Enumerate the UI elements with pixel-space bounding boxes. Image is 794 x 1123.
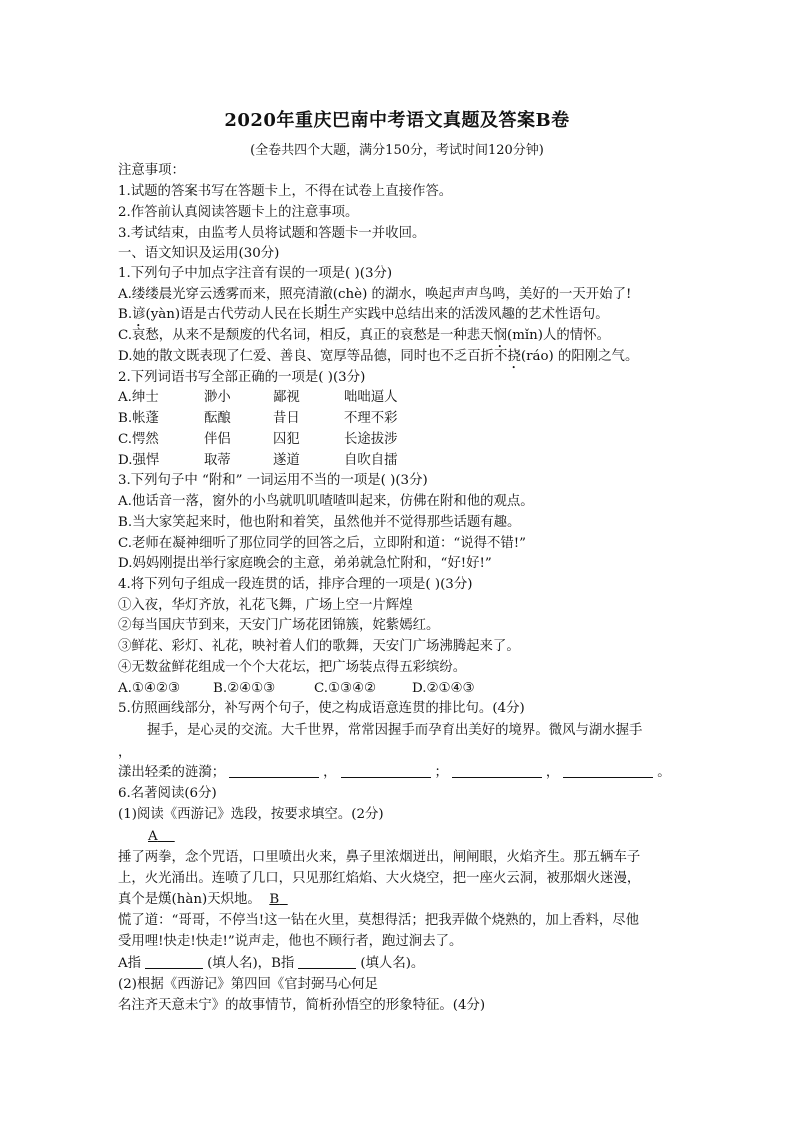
- word-cell: 遂道: [273, 453, 300, 468]
- dotted-char: 挠: [507, 349, 521, 364]
- passage-line: 受用哩!快走!快走!”说声走，他也不顾行者，跑过涧去了。: [118, 934, 463, 949]
- answer-blank[interactable]: [563, 764, 653, 778]
- passage-line: 上，火光涌出。连喷了几口，只见那红焰焰、大火烧空，把一座火云洞，被那烟火迷漫，: [118, 871, 641, 886]
- note-item: 1.试题的答案书写在答题卡上，不得在试卷上直接作答。: [118, 184, 453, 199]
- word-cell: 长途拔涉: [344, 432, 398, 447]
- passage-line: 慌了道：“哥哥，不停当!这一钻在火里，莫想得活；把我弄做个烧熟的，加上香料，尽他: [118, 913, 640, 928]
- passage-text: 真个是熯(hàn)天炽地。: [118, 892, 261, 907]
- option-a: A.他话音一落，窗外的小鸟就叽叽喳喳叫起来，仿佛在附和他的观点。: [118, 494, 534, 509]
- answer-blank[interactable]: [452, 764, 542, 778]
- mark-b: B: [269, 892, 280, 907]
- choice-d: D.②①④③: [412, 681, 475, 696]
- word-cell: 囚犯: [273, 432, 300, 447]
- option-d: D.妈妈刚提出举行家庭晚会的主意，弟弟就急忙附和，“好!好!”: [118, 556, 492, 571]
- passage-line: [118, 891, 288, 909]
- dotted-char: 澈: [319, 287, 333, 302]
- word-cell: 取蒂: [204, 453, 231, 468]
- word-cell: A.绅士: [118, 390, 159, 405]
- choice-c: C.①③④②: [314, 681, 377, 696]
- fill-text: A指: [118, 956, 142, 971]
- answer-line: [118, 764, 671, 782]
- question-stem: 3.下列句子中 “附和” 一词运用不当的一项是( )(3分): [118, 473, 428, 488]
- dotted-char: 悯: [493, 328, 507, 343]
- fill-line: [118, 955, 424, 973]
- option-text: (mǐn)人的情怀。: [506, 328, 610, 343]
- passage-line: 捶了两拳，念个咒语，口里喷出火来，鼻子里浓烟迸出，闸闸眼，火焰齐生。那五辆车子: [118, 850, 641, 865]
- answer-blank[interactable]: [298, 955, 356, 969]
- word-cell: 不理不彩: [344, 411, 398, 426]
- option-text: D.她的散文既表现了仁爱、善良、宽厚等品德，同时也不乏百折不: [118, 349, 508, 364]
- passage-line: 握手，是心灵的交流。大千世界，常常因握手而孕育出美好的境界。微风与湖水握手: [147, 723, 643, 738]
- option-b: B.当大家笑起来时，他也附和着笑，虽然他并不觉得那些话题有趣。: [118, 515, 521, 530]
- section-heading: 一、语文知识及运用(30分): [118, 246, 280, 261]
- word-cell: 鄙视: [273, 390, 300, 405]
- punct: ，: [545, 765, 560, 780]
- question-stem: 1.下列句子中加点字注音有误的一项是( )(3分): [118, 266, 393, 281]
- word-cell: 渺小: [204, 390, 231, 405]
- question-stem: 5.仿照画线部分，补写两个句子，使之构成语意连贯的排比句。(4分): [118, 701, 525, 716]
- option-text: B.: [118, 307, 133, 322]
- choice-a: A.①④②③: [118, 681, 180, 696]
- word-cell: 自吹自擂: [344, 453, 398, 468]
- answer-blank[interactable]: [341, 764, 431, 778]
- option-c: C.老师在凝神细听了那位同学的回答之后，立即附和道：“说得不错!”: [118, 536, 527, 551]
- option-text: A.缕缕晨光穿云透雾而来，照亮清: [118, 287, 320, 302]
- word-cell: B.帐蓬: [118, 411, 159, 426]
- question-stem: 4.将下列句子组成一段连贯的话，排序合理的一项是( )(3分): [118, 577, 473, 592]
- word-cell: 昔日: [273, 411, 300, 426]
- option-text: (ráo) 的阳刚之气。: [520, 349, 639, 364]
- sentence-item: ③鲜花、彩灯、礼花，映衬着人们的歌舞，天安门广场沸腾起来了。: [118, 639, 520, 654]
- note-item: 2.作答前认真阅读答题卡上的注意事项。: [118, 205, 359, 220]
- fill-text: (填人名)，B指: [207, 956, 295, 971]
- mark-a: [148, 828, 175, 846]
- sub-question: 名注齐天意未宁》的故事情节，简析孙悟空的形象特征。(4分): [118, 998, 486, 1013]
- question-stem: 6.名著阅读(6分): [118, 786, 217, 801]
- word-cell: C.愕然: [118, 432, 159, 447]
- punct: ；: [434, 765, 448, 780]
- sub-question: (2)根据《西游记》第四回《官封弼马心何足: [118, 977, 378, 992]
- word-cell: 酝酿: [204, 411, 231, 426]
- page-subtitle: (全卷共四个大题，满分150分，考试时间120分钟): [250, 143, 544, 158]
- punct: ，: [323, 765, 337, 780]
- note-item: 3.考试结束，由监考人员将试题和答题卡一并收回。: [118, 226, 426, 241]
- word-cell: 咄咄逼人: [344, 390, 398, 405]
- sentence-item: ①入夜，华灯齐放，礼花飞舞，广场上空一片辉煌: [118, 598, 413, 613]
- page-title: 2020年重庆巴南中考语文真题及答案B卷: [224, 110, 570, 131]
- notes-heading: 注意事项：: [118, 163, 185, 178]
- sentence-item: ④无数盆鲜花组成一个个大花坛，把广场装点得五彩缤纷。: [118, 660, 467, 675]
- choice-b: B.②④①③: [213, 681, 276, 696]
- question-stem: 2.下列词语书写全部正确的一项是( )(3分): [118, 370, 366, 385]
- passage-text: 漾出轻柔的涟漪；: [118, 765, 226, 780]
- passage-line: ，: [118, 745, 132, 760]
- word-cell: 伴侣: [204, 432, 231, 447]
- answer-blank[interactable]: [229, 764, 319, 778]
- option-text: C.哀愁，从来不是颓废的代名词，相反，真正的哀愁是一种悲天: [118, 328, 494, 343]
- fill-text: (填人名)。: [360, 956, 425, 971]
- answer-blank[interactable]: [145, 955, 203, 969]
- sentence-item: ②每当国庆节到来，天安门广场花团锦簇，姹紫嫣红。: [118, 618, 440, 633]
- sub-question: (1)阅读《西游记》选段，按要求填空。(2分): [118, 807, 384, 822]
- option-text: (chè) 的湖水，唤起声声鸟鸣，美好的一天开始了!: [332, 287, 632, 302]
- option-text: (yàn)语是古代劳动人民在长期生产实践中总结出来的活泼风趣的艺术性语句。: [145, 307, 609, 322]
- dotted-char: 谚: [132, 307, 146, 322]
- punct: 。: [657, 765, 671, 780]
- mark-label: A: [148, 829, 158, 844]
- word-cell: D.强悍: [118, 453, 160, 468]
